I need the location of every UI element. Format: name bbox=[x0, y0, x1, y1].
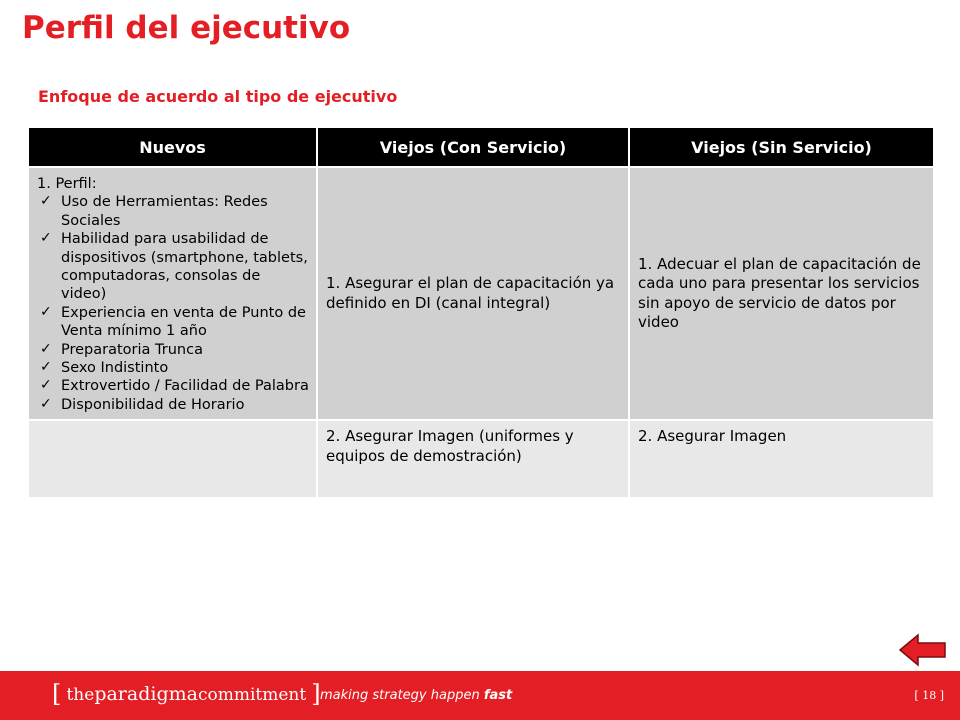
check-icon: ✓ bbox=[40, 230, 52, 247]
header-viejos-sin-servicio: Viejos (Sin Servicio) bbox=[629, 127, 934, 167]
check-icon: ✓ bbox=[40, 340, 52, 357]
table-row bbox=[28, 167, 934, 420]
cell-nuevos-2 bbox=[28, 420, 317, 498]
check-icon: ✓ bbox=[40, 193, 52, 210]
table-row bbox=[28, 420, 934, 498]
footer-bar bbox=[0, 671, 960, 720]
list-item: ✓ Extrovertido / Facilidad de Palabra bbox=[40, 377, 309, 395]
check-icon: ✓ bbox=[40, 395, 52, 412]
cell-nuevos-perfil bbox=[28, 167, 317, 420]
list-item: ✓ Habilidad para usabilidad de dispositivos (smartphone, tablets, computadoras, consolas de video) bbox=[40, 230, 308, 303]
cell-sin-servicio-2: 2. Asegurar Imagen bbox=[629, 420, 934, 498]
check-icon: ✓ bbox=[40, 303, 52, 320]
perfil-heading: 1. Perfil: bbox=[37, 176, 97, 192]
header-viejos-con-servicio: Viejos (Con Servicio) bbox=[317, 127, 629, 167]
list-item: ✓ Uso de Herramientas: Redes Sociales bbox=[40, 193, 268, 229]
table-header-row bbox=[28, 127, 934, 167]
list-item: ✓ Disponibilidad de Horario bbox=[40, 395, 245, 413]
back-arrow-button[interactable] bbox=[898, 632, 948, 668]
page-number: [ 18 ] bbox=[914, 689, 944, 702]
check-icon: ✓ bbox=[40, 377, 52, 394]
back-arrow-icon bbox=[900, 635, 945, 665]
cell-sin-servicio-1: 1. Adecuar el plan de capacitación de cada uno para presentar los servicios sin apoyo de servicio de datos por video bbox=[629, 167, 934, 420]
footer-tagline: making strategy happen fast bbox=[320, 688, 513, 703]
list-item: ✓ Sexo Indistinto bbox=[40, 359, 169, 377]
page-subtitle: Enfoque de acuerdo al tipo de ejecutivo bbox=[38, 87, 398, 106]
list-item: ✓ Experiencia en venta de Punto de Venta mínimo 1 año bbox=[40, 303, 306, 340]
page-title: Perfil del ejecutivo bbox=[22, 10, 351, 46]
cell-con-servicio-2: 2. Asegurar Imagen (uniformes y equipos de demostración) bbox=[317, 420, 629, 498]
list-item: ✓ Preparatoria Trunca bbox=[40, 340, 203, 358]
header-nuevos: Nuevos bbox=[28, 127, 317, 167]
perfil-list bbox=[37, 193, 310, 414]
profile-table bbox=[27, 126, 935, 499]
check-icon: ✓ bbox=[40, 359, 52, 376]
cell-con-servicio-1: 1. Asegurar el plan de capacitación ya definido en DI (canal integral) bbox=[317, 167, 629, 420]
brand-logo: [ theparadigmacommitment ] bbox=[52, 680, 321, 708]
